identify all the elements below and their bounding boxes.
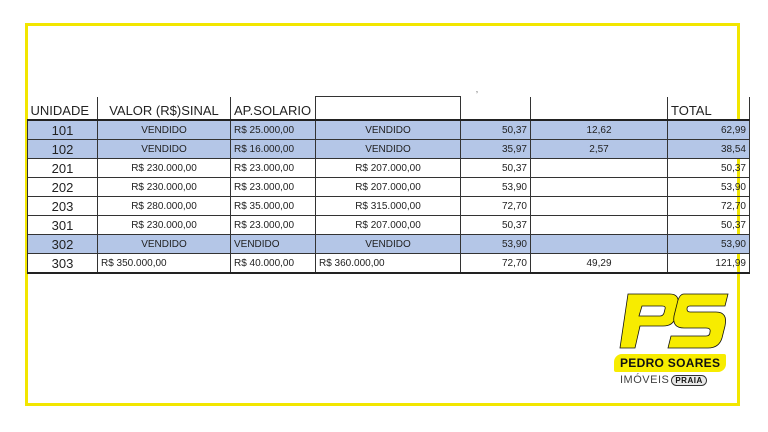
cell-total: 53,90 [668,178,750,197]
cell-area: 72,70 [461,254,531,274]
table-row [28,159,750,178]
cell-unit: 203 [28,197,98,216]
logo-badge: PRAIA [671,375,706,386]
cell-extra [531,178,668,197]
header-empty-3 [531,97,668,121]
logo-sub-text: IMÓVEIS [620,374,670,386]
cell-saldo: R$ 315.000,00 [316,197,461,216]
ps-logo-icon [618,292,730,352]
cell-extra: 49,29 [531,254,668,274]
header-empty-2 [461,97,531,121]
cell-valor: R$ 280.000,00 [98,197,231,216]
stray-mark: ʼ [476,90,478,100]
cell-valor: R$ 230.000,00 [98,216,231,235]
cell-extra [531,159,668,178]
cell-sinal: R$ 16.000,00 [231,140,316,159]
cell-area: 50,37 [461,216,531,235]
cell-area: 35,97 [461,140,531,159]
table-row [28,178,750,197]
cell-valor: VENDIDO [98,235,231,254]
cell-valor: VENDIDO [98,140,231,159]
price-table [27,96,750,274]
cell-saldo: VENDIDO [316,120,461,140]
cell-total: 38,54 [668,140,750,159]
cell-unit: 303 [28,254,98,274]
cell-area: 50,37 [461,159,531,178]
cell-saldo: VENDIDO [316,235,461,254]
table-row [28,197,750,216]
cell-sinal: R$ 23.000,00 [231,216,316,235]
cell-saldo: R$ 207.000,00 [316,216,461,235]
header-valor: VALOR (R$)SINAL [98,97,231,121]
cell-valor: R$ 350.000,00 [98,254,231,274]
cell-unit: 201 [28,159,98,178]
cell-extra [531,197,668,216]
cell-total: 72,70 [668,197,750,216]
cell-unit: 101 [28,120,98,140]
logo [612,292,734,400]
cell-unit: 102 [28,140,98,159]
cell-saldo: R$ 360.000,00 [316,254,461,274]
cell-extra [531,216,668,235]
cell-total: 50,37 [668,216,750,235]
table-row [28,216,750,235]
cell-area: 53,90 [461,178,531,197]
cell-sinal: R$ 23.000,00 [231,159,316,178]
cell-sinal: R$ 23.000,00 [231,178,316,197]
header-total: TOTAL [668,97,750,121]
logo-subtitle [620,374,707,386]
cell-area: 50,37 [461,120,531,140]
cell-valor: VENDIDO [98,120,231,140]
cell-extra: 12,62 [531,120,668,140]
table-row [28,120,750,140]
cell-sinal: VENDIDO [231,235,316,254]
header-unidade: UNIDADE [28,97,98,121]
cell-unit: 202 [28,178,98,197]
header-empty-1 [316,97,461,121]
table-header-row [28,97,750,121]
cell-saldo: VENDIDO [316,140,461,159]
cell-sinal: R$ 25.000,00 [231,120,316,140]
cell-sinal: R$ 35.000,00 [231,197,316,216]
header-solario: AP.SOLARIO [231,97,316,121]
cell-extra [531,235,668,254]
cell-total: 53,90 [668,235,750,254]
table-row [28,140,750,159]
cell-total: 50,37 [668,159,750,178]
cell-unit: 301 [28,216,98,235]
logo-name: PEDRO SOARES [614,354,726,372]
cell-total: 62,99 [668,120,750,140]
cell-valor: R$ 230.000,00 [98,159,231,178]
cell-saldo: R$ 207.000,00 [316,178,461,197]
cell-valor: R$ 230.000,00 [98,178,231,197]
table-row [28,254,750,274]
cell-area: 53,90 [461,235,531,254]
cell-area: 72,70 [461,197,531,216]
cell-sinal: R$ 40.000,00 [231,254,316,274]
cell-saldo: R$ 207.000,00 [316,159,461,178]
cell-total: 121,99 [668,254,750,274]
cell-extra: 2,57 [531,140,668,159]
table-row [28,235,750,254]
cell-unit: 302 [28,235,98,254]
